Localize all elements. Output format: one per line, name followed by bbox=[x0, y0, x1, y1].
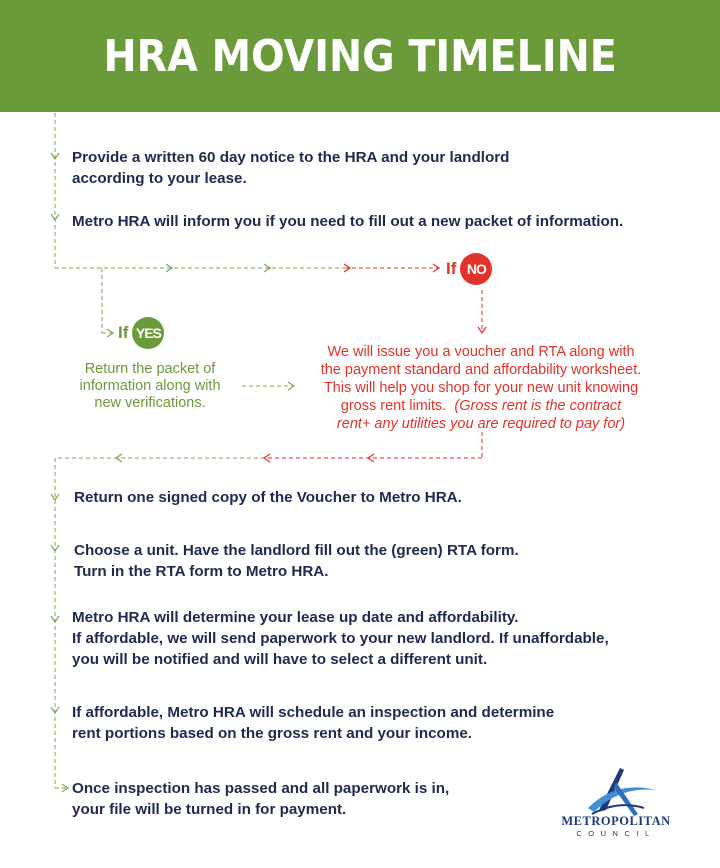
gross-rent-note: (Gross rent is the contract bbox=[454, 398, 622, 414]
step-line: Choose a unit. Have the landlord fill out the (green) RTA form. bbox=[74, 542, 519, 559]
step-determine-affordability bbox=[72, 607, 609, 670]
yes-branch-text bbox=[62, 361, 238, 412]
yes-line: new verifications. bbox=[94, 395, 206, 411]
step-line: you will be notified and will have to select a different unit. bbox=[72, 651, 488, 668]
if-label: If bbox=[446, 259, 457, 278]
logo-subtitle: COUNCIL bbox=[576, 829, 656, 838]
step-line: Metro HRA will determine your lease up date and affordability. bbox=[72, 609, 519, 626]
step-choose-unit bbox=[74, 540, 519, 582]
page-title: HRA MOVING TIMELINE bbox=[103, 30, 617, 82]
step-hra-inform bbox=[72, 211, 623, 232]
no-branch-text bbox=[296, 343, 666, 433]
yes-line: information along with bbox=[79, 378, 221, 394]
step-written-notice bbox=[72, 147, 509, 189]
logo-name: METROPOLITAN bbox=[561, 814, 671, 828]
step-line: Turn in the RTA form to Metro HRA. bbox=[74, 563, 329, 580]
yes-line: Return the packet of bbox=[84, 361, 216, 377]
step-line: Metro HRA will inform you if you need to fill out a new packet of information. bbox=[72, 213, 624, 230]
yes-badge bbox=[118, 317, 164, 349]
step-line: If affordable, we will send paperwork to your new landlord. If unaffordable, bbox=[72, 630, 609, 647]
step-line: Return one signed copy of the Voucher to Metro HRA. bbox=[74, 489, 462, 506]
gross-rent-note-cont: rent+ any utilities you are required to pay for) bbox=[336, 416, 626, 432]
no-line: the payment standard and affordability worksheet. bbox=[320, 362, 642, 378]
step-line: Once inspection has passed and all paperwork is in, bbox=[72, 780, 450, 797]
no-line-with-note bbox=[296, 397, 666, 415]
step-line: Provide a written 60 day notice to the HRA and your landlord bbox=[72, 149, 510, 166]
no-badge bbox=[446, 253, 492, 285]
step-inspection bbox=[72, 702, 554, 744]
yes-circle: YES bbox=[132, 317, 164, 349]
no-line: We will issue you a voucher and RTA along with bbox=[327, 344, 635, 360]
step-line: rent portions based on the gross rent and your income. bbox=[72, 725, 472, 742]
step-line: according to your lease. bbox=[72, 170, 247, 187]
no-circle: NO bbox=[460, 253, 492, 285]
step-line: your file will be turned in for payment. bbox=[72, 801, 347, 818]
no-line: gross rent limits. bbox=[340, 398, 447, 414]
step-line: If affordable, Metro HRA will schedule an inspection and determine bbox=[72, 704, 555, 721]
step-payment bbox=[72, 778, 449, 820]
if-label: If bbox=[118, 323, 129, 342]
step-return-voucher bbox=[74, 487, 462, 508]
no-line: This will help you shop for your new unit knowing bbox=[323, 380, 639, 396]
